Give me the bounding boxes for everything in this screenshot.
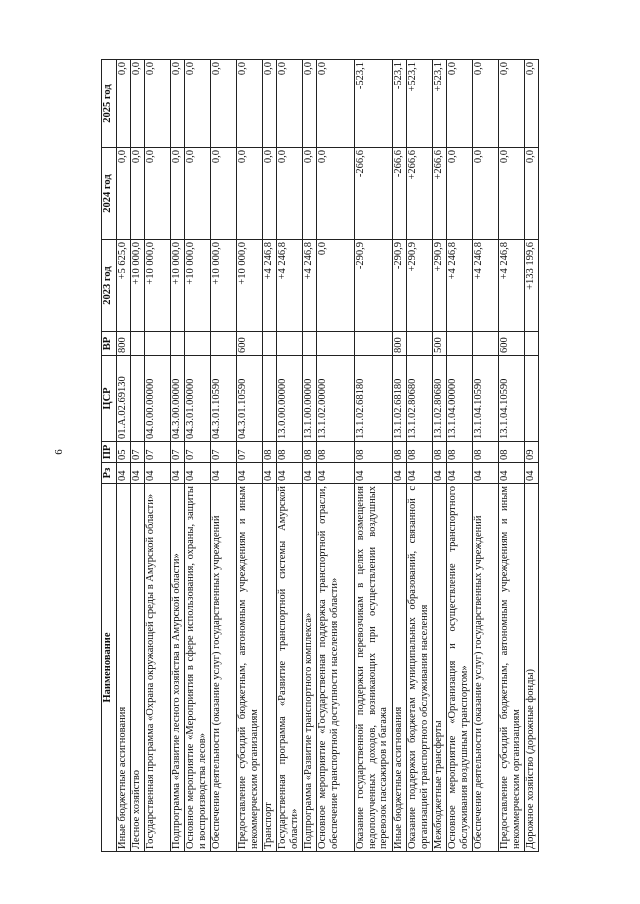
row-pr: 08 [355,442,393,463]
table-row [277,60,303,852]
row-name: Подпрограмма «Развитие лесного хозяйства в Амурской области» [171,484,185,852]
table-row [393,60,407,852]
row-2024: 0,0 [317,148,355,240]
header-name: Наименование [102,484,117,852]
row-vr [131,332,145,356]
row-name: Лесное хозяйство [131,484,145,852]
row-pr: 08 [447,442,473,463]
row-2025: 0,0 [263,60,277,148]
row-2023: +133 199,6 [525,240,539,332]
row-rz: 04 [171,463,185,484]
row-2024: -266,6 [355,148,393,240]
row-name: Государственная программа «Охрана окружающей среды в Амурской области» [145,484,171,852]
row-rz: 04 [185,463,211,484]
row-pr: 08 [499,442,525,463]
row-2023: +4 246,8 [303,240,317,332]
row-name: Обеспечение деятельности (оказание услуг) государственных учреждений [473,484,499,852]
header-2025: 2025 год [102,60,117,148]
row-pr: 07 [185,442,211,463]
row-csr: 04.3.01.10590 [211,356,237,442]
page-number: 6 [52,449,65,455]
row-2025: 0,0 [447,60,473,148]
row-2025: 0,0 [185,60,211,148]
row-vr [473,332,499,356]
row-pr: 07 [211,442,237,463]
row-2023: +10 000,0 [171,240,185,332]
table-body [117,60,539,852]
header-rz: Рз [102,463,117,484]
table-row [171,60,185,852]
row-2023: -290,9 [393,240,407,332]
row-2023: +10 000,0 [185,240,211,332]
row-rz: 04 [211,463,237,484]
row-2024: 0,0 [473,148,499,240]
row-name: Обеспечение деятельности (оказание услуг) государственных учреждений [211,484,237,852]
row-2023: +10 000,0 [237,240,263,332]
row-vr [145,332,171,356]
row-vr: 600 [237,332,263,356]
row-csr: 13.0.00.00000 [277,356,303,442]
row-csr: 13.1.02.00000 [317,356,355,442]
row-2025: 0,0 [525,60,539,148]
row-pr: 08 [393,442,407,463]
table-row [447,60,473,852]
header-vr: ВР [102,332,117,356]
row-rz: 04 [237,463,263,484]
row-pr: 08 [473,442,499,463]
row-2023: -290,9 [355,240,393,332]
row-name: Оказание государственной поддержки перевозчикам в целях возмещения недополученных доходов, возникающих при осуществлении воздушных перевозок пассажиров и багажа [355,484,393,852]
table-row [131,60,145,852]
row-2023: +5 625,0 [117,240,131,332]
row-name: Иные бюджетные ассигнования [117,484,131,852]
row-rz: 04 [317,463,355,484]
row-csr [263,356,277,442]
row-pr: 08 [263,442,277,463]
row-csr: 04.0.00.00000 [145,356,171,442]
row-pr: 05 [117,442,131,463]
row-name: Основное мероприятие «Государственная поддержка транспортной отрасли, обеспечение транспортной доступности населения области» [317,484,355,852]
row-2025: +523,1 [433,60,447,148]
row-vr [185,332,211,356]
row-vr: 500 [433,332,447,356]
row-name: Предоставление субсидий бюджетным, автономным учреждениям и иным некоммерческим организациям [499,484,525,852]
row-vr: 800 [393,332,407,356]
row-csr: 13.1.02.68180 [393,356,407,442]
row-name: Транспорт [263,484,277,852]
row-2023: +10 000,0 [145,240,171,332]
row-pr: 07 [171,442,185,463]
row-vr: 800 [117,332,131,356]
row-2024: 0,0 [303,148,317,240]
table-row [317,60,355,852]
row-rz: 04 [117,463,131,484]
row-2023: +290,9 [407,240,433,332]
row-pr: 08 [303,442,317,463]
row-rz: 04 [277,463,303,484]
row-2024: 0,0 [263,148,277,240]
row-2024: 0,0 [525,148,539,240]
row-csr [131,356,145,442]
row-vr [277,332,303,356]
row-2023: +4 246,8 [277,240,303,332]
row-2025: -523,1 [355,60,393,148]
row-name: Государственная программа «Развитие транспортной системы Амурской области» [277,484,303,852]
table-row [473,60,499,852]
row-2025: 0,0 [277,60,303,148]
row-2025: 0,0 [317,60,355,148]
row-rz: 04 [407,463,433,484]
row-pr: 08 [317,442,355,463]
row-csr: 04.3.00.00000 [171,356,185,442]
row-csr: 04.3.01.10590 [237,356,263,442]
row-rz: 04 [499,463,525,484]
row-vr [171,332,185,356]
table-row [303,60,317,852]
row-csr: 13.1.02.80680 [407,356,433,442]
table-row [433,60,447,852]
row-rz: 04 [525,463,539,484]
row-2024: -266,6 [393,148,407,240]
row-rz: 04 [447,463,473,484]
row-rz: 04 [433,463,447,484]
row-2024: 0,0 [499,148,525,240]
row-pr: 07 [237,442,263,463]
row-rz: 04 [145,463,171,484]
row-2024: 0,0 [277,148,303,240]
row-pr: 09 [525,442,539,463]
row-2023: 0,0 [317,240,355,332]
row-2025: 0,0 [237,60,263,148]
row-csr: 01.А.02.69130 [117,356,131,442]
row-csr: 13.1.02.68180 [355,356,393,442]
row-vr [317,332,355,356]
budget-table [101,59,539,852]
row-2025: 0,0 [171,60,185,148]
row-csr: 13.1.00.00000 [303,356,317,442]
table-row [117,60,131,852]
row-name: Оказание поддержки бюджетам муниципальных образований, связанной с организацией транспортного обслуживания населения [407,484,433,852]
table-row [499,60,525,852]
row-2025: 0,0 [211,60,237,148]
table-row [237,60,263,852]
row-vr [303,332,317,356]
row-rz: 04 [355,463,393,484]
table-header-row [102,60,117,852]
row-2025: 0,0 [131,60,145,148]
row-2023: +4 246,8 [499,240,525,332]
row-2025: 0,0 [473,60,499,148]
row-name: Межбюджетные трансферты [433,484,447,852]
row-pr: 08 [277,442,303,463]
row-2025: 0,0 [499,60,525,148]
table-row [407,60,433,852]
table-row [211,60,237,852]
row-vr [525,332,539,356]
row-name: Иные бюджетные ассигнования [393,484,407,852]
row-pr: 08 [407,442,433,463]
row-2023: +4 246,8 [447,240,473,332]
row-2025: -523,1 [393,60,407,148]
row-rz: 04 [393,463,407,484]
row-2023: +4 246,8 [473,240,499,332]
row-2024: 0,0 [145,148,171,240]
row-2023: +10 000,0 [131,240,145,332]
header-csr: ЦСР [102,356,117,442]
header-pr: ПР [102,442,117,463]
header-2023: 2023 год [102,240,117,332]
row-rz: 04 [473,463,499,484]
row-2024: 0,0 [117,148,131,240]
row-csr: 13.1.04.10590 [499,356,525,442]
row-2024: 0,0 [171,148,185,240]
row-csr [525,356,539,442]
row-name: Дорожное хозяйство (дорожные фонды) [525,484,539,852]
row-2023: +4 246,8 [263,240,277,332]
row-rz: 04 [263,463,277,484]
row-2025: +523,1 [407,60,433,148]
row-name: Подпрограмма «Развитие транспортного комплекса» [303,484,317,852]
table-row [263,60,277,852]
row-vr [447,332,473,356]
row-vr [211,332,237,356]
row-name: Основное мероприятие «Организация и осуществление транспортного обслуживания воздушным транспортом» [447,484,473,852]
row-2025: 0,0 [145,60,171,148]
row-rz: 04 [303,463,317,484]
row-vr: 600 [499,332,525,356]
header-2024: 2024 год [102,148,117,240]
row-csr: 04.3.01.00000 [185,356,211,442]
row-name: Предоставление субсидий бюджетным, автономным учреждениям и иным некоммерческим организациям [237,484,263,852]
row-rz: 04 [131,463,145,484]
row-2024: 0,0 [447,148,473,240]
table-row [525,60,539,852]
row-2025: 0,0 [303,60,317,148]
row-2024: 0,0 [185,148,211,240]
table-row [185,60,211,852]
rotated-table-container [101,60,591,852]
row-2023: +290,9 [433,240,447,332]
row-2023: +10 000,0 [211,240,237,332]
row-csr: 13.1.02.80680 [433,356,447,442]
row-2024: +266,6 [407,148,433,240]
row-pr: 07 [145,442,171,463]
row-2024: 0,0 [131,148,145,240]
table-row [145,60,171,852]
row-csr: 13.1.04.00000 [447,356,473,442]
row-2024: 0,0 [237,148,263,240]
row-pr: 07 [131,442,145,463]
table-row [355,60,393,852]
row-vr [263,332,277,356]
row-pr: 08 [433,442,447,463]
row-csr: 13.1.04.10590 [473,356,499,442]
row-vr [355,332,393,356]
row-2025: 0,0 [117,60,131,148]
row-2024: 0,0 [211,148,237,240]
row-name: Основное мероприятие «Мероприятия в сфере использования, охраны, защиты и воспроизводства лесов» [185,484,211,852]
row-2024: +266,6 [433,148,447,240]
row-vr [407,332,433,356]
